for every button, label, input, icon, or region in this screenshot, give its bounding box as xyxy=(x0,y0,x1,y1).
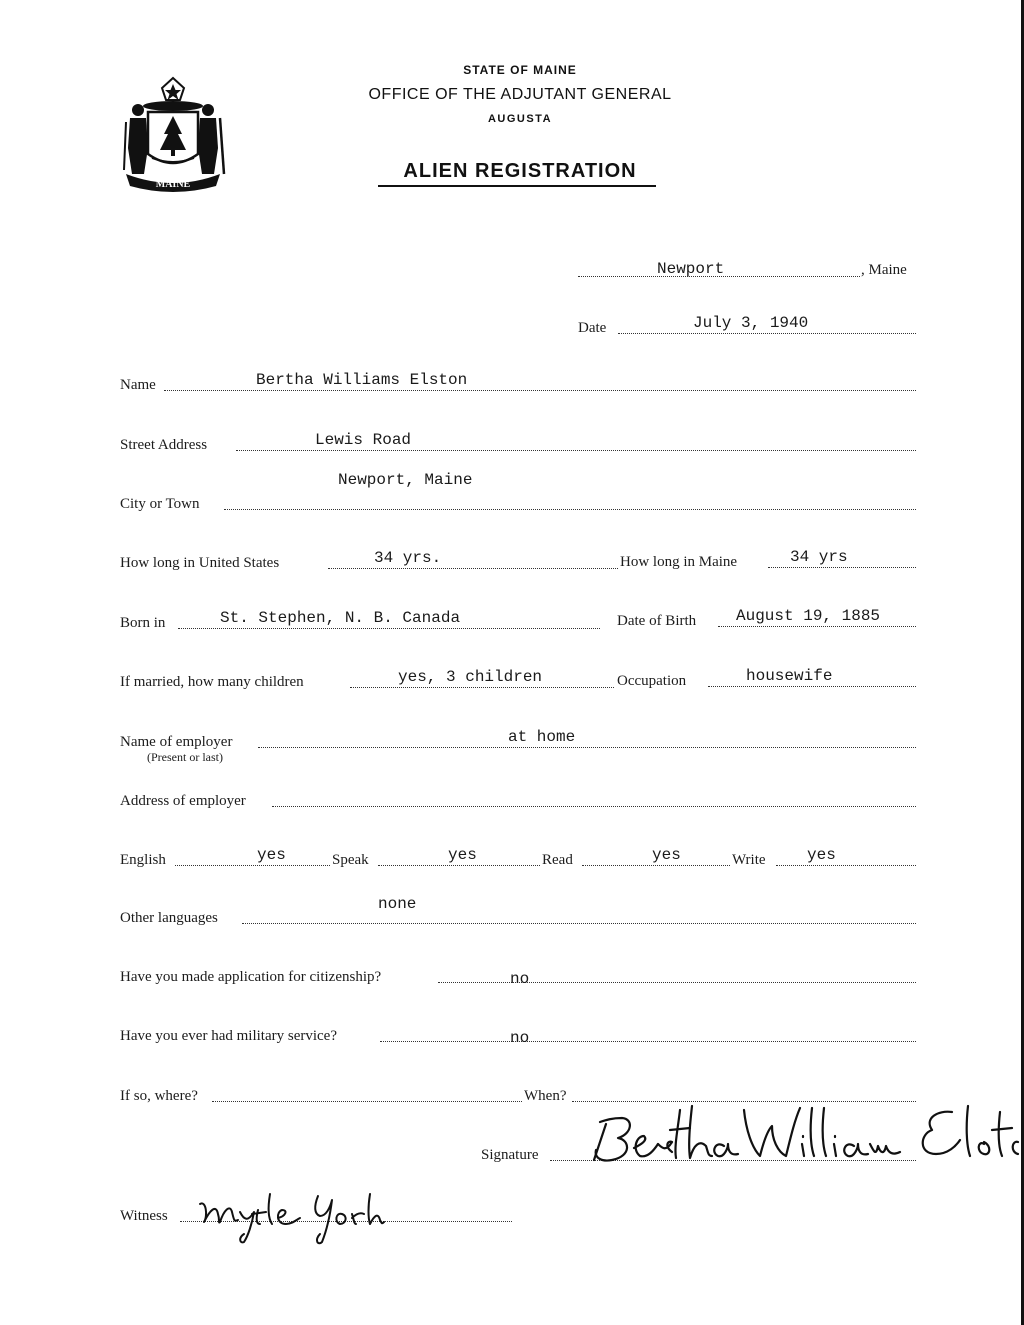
children-value: yes, 3 children xyxy=(398,668,543,686)
employer-address-label: Address of employer xyxy=(120,793,246,809)
read-line xyxy=(582,865,730,866)
maine-value: 34 yrs xyxy=(790,548,848,566)
city-label: City or Town xyxy=(120,496,200,512)
date-label: Date xyxy=(578,320,607,336)
dob-label: Date of Birth xyxy=(617,613,697,629)
form-title: ALIEN REGISTRATION xyxy=(403,160,637,182)
employer-label: Name of employer xyxy=(120,734,233,750)
read-value: yes xyxy=(652,846,681,864)
english-line xyxy=(175,865,330,866)
name-label: Name xyxy=(120,377,156,393)
born-line xyxy=(178,628,600,629)
read-label: Read xyxy=(542,852,573,868)
when-label: When? xyxy=(524,1088,567,1104)
header-city: AUGUSTA xyxy=(487,113,553,125)
military-label: Have you ever had military service? xyxy=(120,1028,337,1044)
english-value: yes xyxy=(257,846,286,864)
occupation-value: housewife xyxy=(746,667,833,685)
header-state: STATE OF MAINE xyxy=(463,63,577,77)
dob-line xyxy=(718,626,916,627)
date-line xyxy=(618,333,916,334)
speak-line xyxy=(378,865,540,866)
occupation-line xyxy=(708,686,916,687)
occupation-label: Occupation xyxy=(617,673,687,689)
city-value: Newport, Maine xyxy=(338,471,473,489)
born-label: Born in xyxy=(120,615,166,631)
where-line xyxy=(212,1101,522,1102)
where-label: If so, where? xyxy=(120,1088,198,1104)
witness-label: Witness xyxy=(120,1208,168,1224)
write-label: Write xyxy=(732,852,766,868)
witness-signature xyxy=(196,1190,386,1246)
write-line xyxy=(776,865,916,866)
street-value: Lewis Road xyxy=(315,431,412,449)
employer-value: at home xyxy=(508,728,576,746)
employer-sub-label: (Present or last) xyxy=(147,750,223,764)
citizenship-label: Have you made application for citizenship? xyxy=(120,969,382,985)
speak-value: yes xyxy=(448,846,477,864)
speak-label: Speak xyxy=(332,852,369,868)
dob-value: August 19, 1885 xyxy=(736,607,881,625)
employer-address-line xyxy=(272,806,916,807)
signature-label: Signature xyxy=(481,1147,539,1163)
us-value: 34 yrs. xyxy=(374,549,442,567)
name-value: Bertha Williams Elston xyxy=(256,371,468,389)
seal-banner-text: MAINE xyxy=(155,179,191,190)
english-label: English xyxy=(120,852,166,868)
citizenship-value: no xyxy=(510,970,530,988)
maine-line xyxy=(768,567,916,568)
name-line xyxy=(164,390,916,391)
street-line xyxy=(236,450,916,451)
employer-line xyxy=(258,747,916,748)
military-value: no xyxy=(510,1029,530,1047)
city-line xyxy=(224,509,916,510)
us-label: How long in United States xyxy=(120,555,280,571)
children-label: If married, how many children xyxy=(120,674,304,690)
military-line xyxy=(380,1041,916,1042)
maine-label: How long in Maine xyxy=(620,554,738,570)
other-languages-value: none xyxy=(378,895,417,913)
other-languages-line xyxy=(242,923,916,924)
us-line xyxy=(328,568,618,569)
other-languages-label: Other languages xyxy=(120,910,218,926)
born-value: St. Stephen, N. B. Canada xyxy=(220,609,461,627)
title-underline xyxy=(378,185,656,187)
date-value: July 3, 1940 xyxy=(693,314,809,332)
town-value: Newport xyxy=(657,260,725,278)
write-value: yes xyxy=(807,846,836,864)
street-label: Street Address xyxy=(120,437,208,453)
children-line xyxy=(350,687,614,688)
applicant-signature xyxy=(572,1100,1020,1172)
header-office: OFFICE OF THE ADJUTANT GENERAL xyxy=(368,86,672,103)
maine-suffix: , Maine xyxy=(861,262,907,278)
